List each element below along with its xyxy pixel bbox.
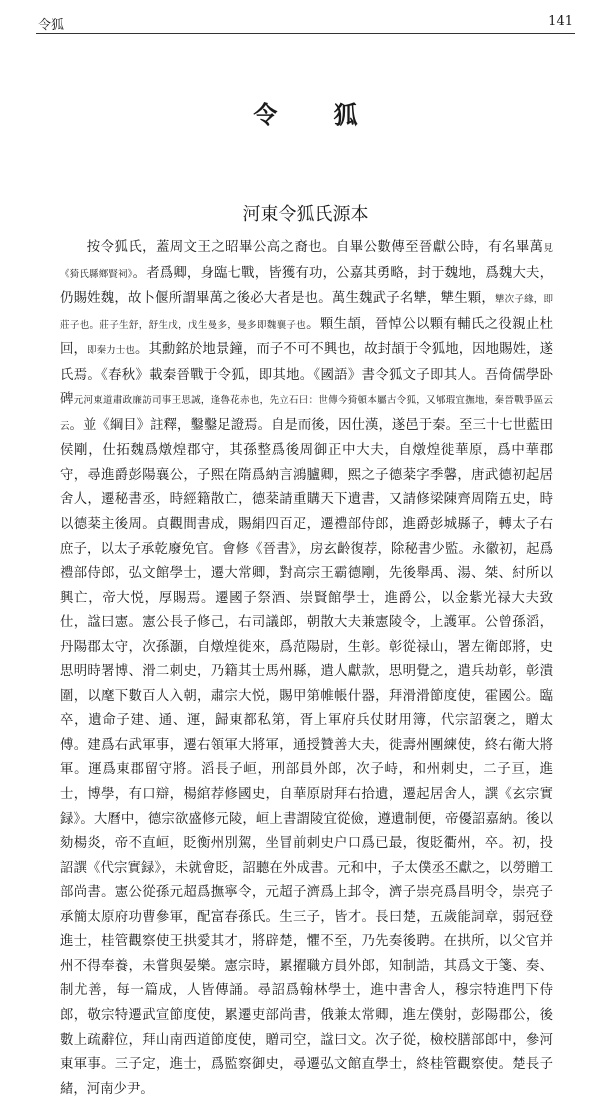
annotation-note: 元河東道肅政廉訪司事王思誠，逢魯花赤也，先立石曰：世傳今猗頓本屬古令狐，又郇瑕宜撫地，秦晉戰爭區云云 <box>60 395 553 432</box>
body-paragraph <box>60 236 553 1102</box>
page-number: 141 <box>548 14 573 29</box>
section-title: 河東令狐氏源本 <box>242 204 369 225</box>
annotation-note: 犨次子緣，即莊子也。莊子生舒，舒生戊，戊生曼多，曼多即魏襄子也 <box>60 294 553 331</box>
running-header <box>38 14 573 33</box>
body-segment: 。者爲卿，身臨七戰，皆獲有功，公嘉其勇略，封于魏地，爲魏大夫，仍賜姓魏，故卜偃所謂畢萬之後必大者是也。萬生魏武子名犨，犨生顆， <box>60 265 553 307</box>
body-segment: 按令狐氏，蓋周文王之昭畢公高之裔也。自畢公數傳至晉獻公時，有名畢萬 <box>86 240 544 255</box>
annotation-note: 見《猗氏縣鄉賢祠》 <box>60 243 553 280</box>
body-segment: 。並《綱目》註釋，鑿鑿足證焉。自是而後，因仕漢，遂邑于秦。至三十七世藍田侯剛，仕拓魏爲燉煌郡守，其孫整爲後周御正中大夫，自燉煌徙華原，爲中華郡守，尋進爵彭陽襄公，子熙在隋爲納言鴻臚卿，熙之子德棻字季馨，唐武德初起居舍人，遷秘書丞，時經籍散亡，德棻請重購天下遺書，又請修梁陳齊周隋五史，時以德棻主後周。貞觀間書成，賜絹四百疋，遷禮部侍郎，進爵彭城縣子，轉太子右庶子，以太子承乾廢免官。會修《晉書》，房玄齡復荐，除秘書少監。永徽初，起爲禮部侍郎，弘文館學士，遷大常卿，對高宗王霸德剛，先後舉禹、湯、桀、紂所以興亡，帝大悦，厚賜焉。遷國子祭酒、崇賢館學士，進爵公，以金紫光禄大夫致仕，諡曰憲。憲公長子修己，右司議郎，朝散大夫兼憲陵令，上護軍。公曾孫滔，丹陽郡太守，次孫灝，自燉煌徙來，爲范陽尉，生彰。彰從禄山，署左衛郎將，史思明時署博、滑二刺史，乃籍其士馬州縣，遣人獻款，思明覺之，遣兵劫彰，彰潰圍，以麾下數百人入朝，肅宗大悦，賜甲第帷帳什器，拜滑滑節度使，霍國公。臨卒，遺命子建、通、運，歸東都私第，胥上軍府兵仗財用簿，代宗詔褒之，贈太傅。建爲右武軍事，遷右領軍大將軍，通授贊善大夫，徙壽州團練使，終右衛大將軍。運爲東郡留守將。滔長子峘，刑部員外郎，次子峙，和州刺史，二子亘，進士，博學，有口辯，楊綰荐修國史，自華原尉拜右拾遺，遷起居舍人，譔《玄宗實録》。大曆中，德宗欲盛修元陵，峘上書謂陵宜從儉，遵遺制便，帝優詔嘉納。後以劾楊炎，帝不直峘，貶衡州別駕，坐冒前刺史户口爲已最，復貶衢州，卒。初，投詔譔《代宗實録》，未就會貶，詔聽在外成書。元和中，子太僕丞丕獻之，以勞贈工部尚書。憲公從孫元超爲撫寧令，元超子濟爲上邽令，濟子崇亮爲昌明令，崇亮子承簡太原府功曹參軍，配富春孫氏。生三子，皆才。長曰楚，五歲能詞章，弱冠登進士，桂管觀察使王拱愛其才，將辟楚，懼不至，乃先奏後聘。在拱所，以父官并州不得奉養，未嘗與晏樂。憲宗時，累擢職方員外郎，知制誥，其爲文于箋、奏、制尤善，每一篇成，人皆傳誦。尋詔爲翰林學士，進中書舍人，穆宗特進門下侍郎，敬宗特遷武宣節度使，累遷吏部尚書，俄兼太常卿，進左僕射，彭陽郡公，後數上疏辭位，拜山南西道節度使，贈司空，諡曰文。次子從，檢校膳部郎中，參河東軍事。三子定，進士，爲監察御史，尋遷弘文館直學士，終桂管觀察使。楚長子緒，河南少尹。 <box>60 417 553 1097</box>
page-title: 令 狐 <box>253 100 382 129</box>
body-segment: 。其勳銘於地景鐘，而子不可不興也，故封頡于令狐地，因地賜姓，遂氏焉。《春秋》載秦晉戰于令狐，即其地。《國語》書令狐文子即其人。吾倚儒學卧碑 <box>60 342 554 408</box>
running-title: 令狐 <box>38 18 65 33</box>
header-rule <box>36 33 575 34</box>
annotation-note: 即秦力士也 <box>86 345 135 357</box>
body-text <box>60 236 553 1102</box>
body-segment: 。顆生頡，晉悼公以顆有輔氏之役親止杜回， <box>60 316 553 358</box>
